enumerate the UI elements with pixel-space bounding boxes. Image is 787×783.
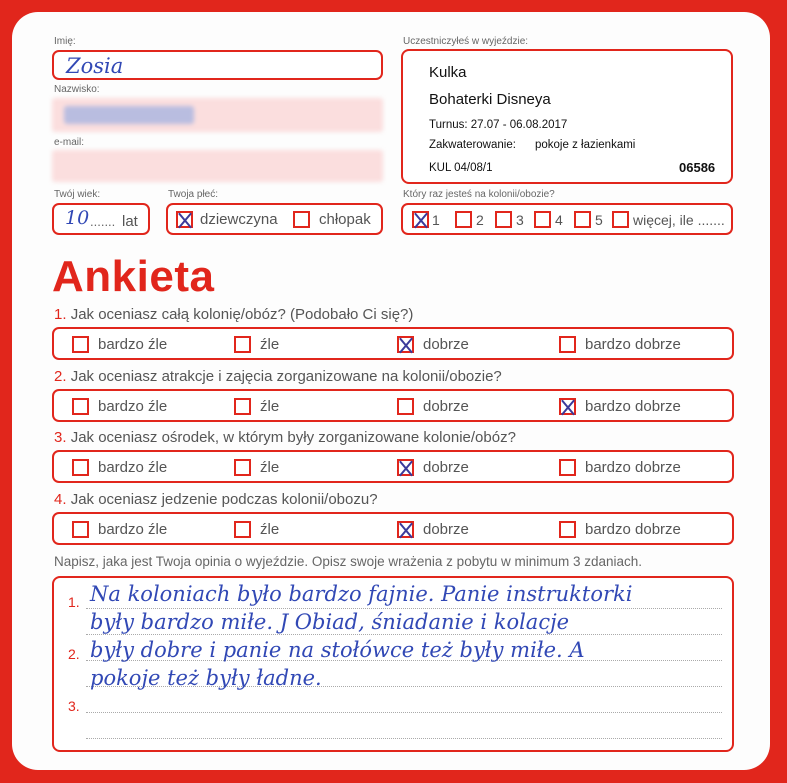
times-checkbox-5[interactable] — [574, 211, 591, 228]
handwritten-line-2: były bardzo miłe. J Obiad, śniadanie i kolacje — [90, 610, 570, 634]
q3-option-good: dobrze — [423, 459, 469, 476]
email-label: e-mail: — [54, 137, 85, 148]
redacted-surname — [64, 106, 194, 124]
q2-option-very-bad: bardzo źle — [98, 398, 168, 415]
times-checkbox-2[interactable] — [455, 211, 472, 228]
q2-option-bad: źle — [260, 398, 280, 415]
times-checkbox-3[interactable] — [495, 211, 512, 228]
times-checkbox-1[interactable] — [412, 211, 429, 228]
answer-row-4 — [52, 512, 734, 545]
q2-checkbox-good[interactable] — [397, 398, 414, 415]
q4-option-very-bad: bardzo źle — [98, 521, 168, 538]
q3-option-bad: źle — [260, 459, 280, 476]
handwritten-line-4: pokoje też były ładne. — [90, 666, 322, 690]
q3-checkbox-very-good[interactable] — [559, 459, 576, 476]
question-2 — [54, 368, 502, 385]
answer-row-1 — [52, 327, 734, 360]
q3-checkbox-bad[interactable] — [234, 459, 251, 476]
writing-line — [86, 712, 722, 713]
answer-row-3 — [52, 450, 734, 483]
q3-checkbox-very-bad[interactable] — [72, 459, 89, 476]
surname-field-redacted[interactable] — [52, 98, 383, 132]
age-field[interactable] — [52, 203, 150, 235]
q2-option-good: dobrze — [423, 398, 469, 415]
line-number-1: 1. — [68, 594, 80, 610]
times-field — [401, 203, 733, 235]
times-checkbox-more[interactable] — [612, 211, 629, 228]
gender-field — [166, 203, 383, 235]
handwritten-line-1: Na koloniach było bardzo fajnie. Panie instruktorki — [90, 582, 633, 606]
survey-title: Ankieta — [52, 252, 215, 301]
times-option-4: 4 — [555, 212, 563, 228]
age-dots: ....... — [90, 214, 116, 229]
line-number-3: 3. — [68, 698, 80, 714]
q1-checkbox-very-bad[interactable] — [72, 336, 89, 353]
times-option-2: 2 — [476, 212, 484, 228]
participant-label: Uczestniczyłeś w wyjeździe: — [403, 36, 529, 47]
q2-checkbox-bad[interactable] — [234, 398, 251, 415]
times-option-3: 3 — [516, 212, 524, 228]
q1-option-very-good: bardzo dobrze — [585, 336, 681, 353]
q4-option-bad: źle — [260, 521, 280, 538]
question-4 — [54, 491, 378, 508]
trip-theme: Bohaterki Disneya — [429, 91, 551, 108]
question-number: 1. — [54, 306, 67, 323]
question-number: 4. — [54, 491, 67, 508]
times-checkbox-4[interactable] — [534, 211, 551, 228]
gender-option-girl: dziewczyna — [200, 211, 278, 228]
question-text: Jak oceniasz jedzenie podczas kolonii/obozu? — [70, 491, 378, 508]
gender-checkbox-boy[interactable] — [293, 211, 310, 228]
handwritten-line-3: były dobre i panie na stołówce też były miłe. A — [90, 638, 585, 662]
q3-option-very-good: bardzo dobrze — [585, 459, 681, 476]
email-field-redacted[interactable] — [52, 150, 383, 182]
q1-option-good: dobrze — [423, 336, 469, 353]
line-number-2: 2. — [68, 646, 80, 662]
question-text: Jak oceniasz atrakcje i zajęcia zorganizowane na kolonii/obozie? — [70, 368, 502, 385]
trip-turnus: Turnus: 27.07 - 06.08.2017 — [429, 119, 568, 131]
q1-checkbox-bad[interactable] — [234, 336, 251, 353]
answer-row-2 — [52, 389, 734, 422]
trip-code: KUL 04/08/1 — [429, 162, 493, 174]
q3-option-very-bad: bardzo źle — [98, 459, 168, 476]
q1-option-very-bad: bardzo źle — [98, 336, 168, 353]
question-3 — [54, 429, 516, 446]
times-option-more: więcej, ile ....... — [633, 212, 725, 228]
q3-checkbox-good[interactable] — [397, 459, 414, 476]
gender-label: Twoja płeć: — [168, 189, 219, 200]
trip-name: Kulka — [429, 64, 467, 81]
gender-checkbox-girl[interactable] — [176, 211, 193, 228]
accommodation-value: pokoje z łazienkami — [535, 139, 636, 151]
q4-checkbox-good[interactable] — [397, 521, 414, 538]
trip-info-box — [401, 49, 733, 184]
q4-checkbox-very-good[interactable] — [559, 521, 576, 538]
age-label: Twój wiek: — [54, 189, 101, 200]
gender-option-boy: chłopak — [319, 211, 371, 228]
q2-checkbox-very-good[interactable] — [559, 398, 576, 415]
question-text: Jak oceniasz ośrodek, w którym były zorganizowane kolonie/obóz? — [70, 429, 516, 446]
age-unit: lat — [122, 213, 138, 230]
writing-line — [86, 634, 722, 635]
q4-checkbox-bad[interactable] — [234, 521, 251, 538]
name-label: Imię: — [54, 36, 76, 47]
writing-line — [86, 608, 722, 609]
question-number: 3. — [54, 429, 67, 446]
q1-option-bad: źle — [260, 336, 280, 353]
age-value: 10 — [65, 207, 90, 229]
accommodation-label: Zakwaterowanie: — [429, 139, 516, 151]
name-field[interactable] — [52, 50, 383, 80]
times-label: Który raz jesteś na kolonii/obozie? — [403, 189, 555, 200]
q4-option-very-good: bardzo dobrze — [585, 521, 681, 538]
times-option-5: 5 — [595, 212, 603, 228]
q1-checkbox-good[interactable] — [397, 336, 414, 353]
q2-option-very-good: bardzo dobrze — [585, 398, 681, 415]
name-value: Zosia — [66, 54, 124, 78]
trip-number: 06586 — [679, 160, 716, 175]
q2-checkbox-very-bad[interactable] — [72, 398, 89, 415]
times-option-1: 1 — [432, 212, 440, 228]
q4-option-good: dobrze — [423, 521, 469, 538]
question-number: 2. — [54, 368, 67, 385]
q1-checkbox-very-good[interactable] — [559, 336, 576, 353]
opinion-prompt: Napisz, jaka jest Twoja opinia o wyjeździe. Opisz swoje wrażenia z pobytu w minimum 3 zdaniach. — [54, 554, 643, 569]
question-text: Jak oceniasz całą kolonię/obóz? (Podobało Ci się?) — [70, 306, 414, 323]
writing-line — [86, 738, 722, 739]
q4-checkbox-very-bad[interactable] — [72, 521, 89, 538]
question-1 — [54, 306, 413, 323]
surname-label: Nazwisko: — [54, 84, 100, 95]
